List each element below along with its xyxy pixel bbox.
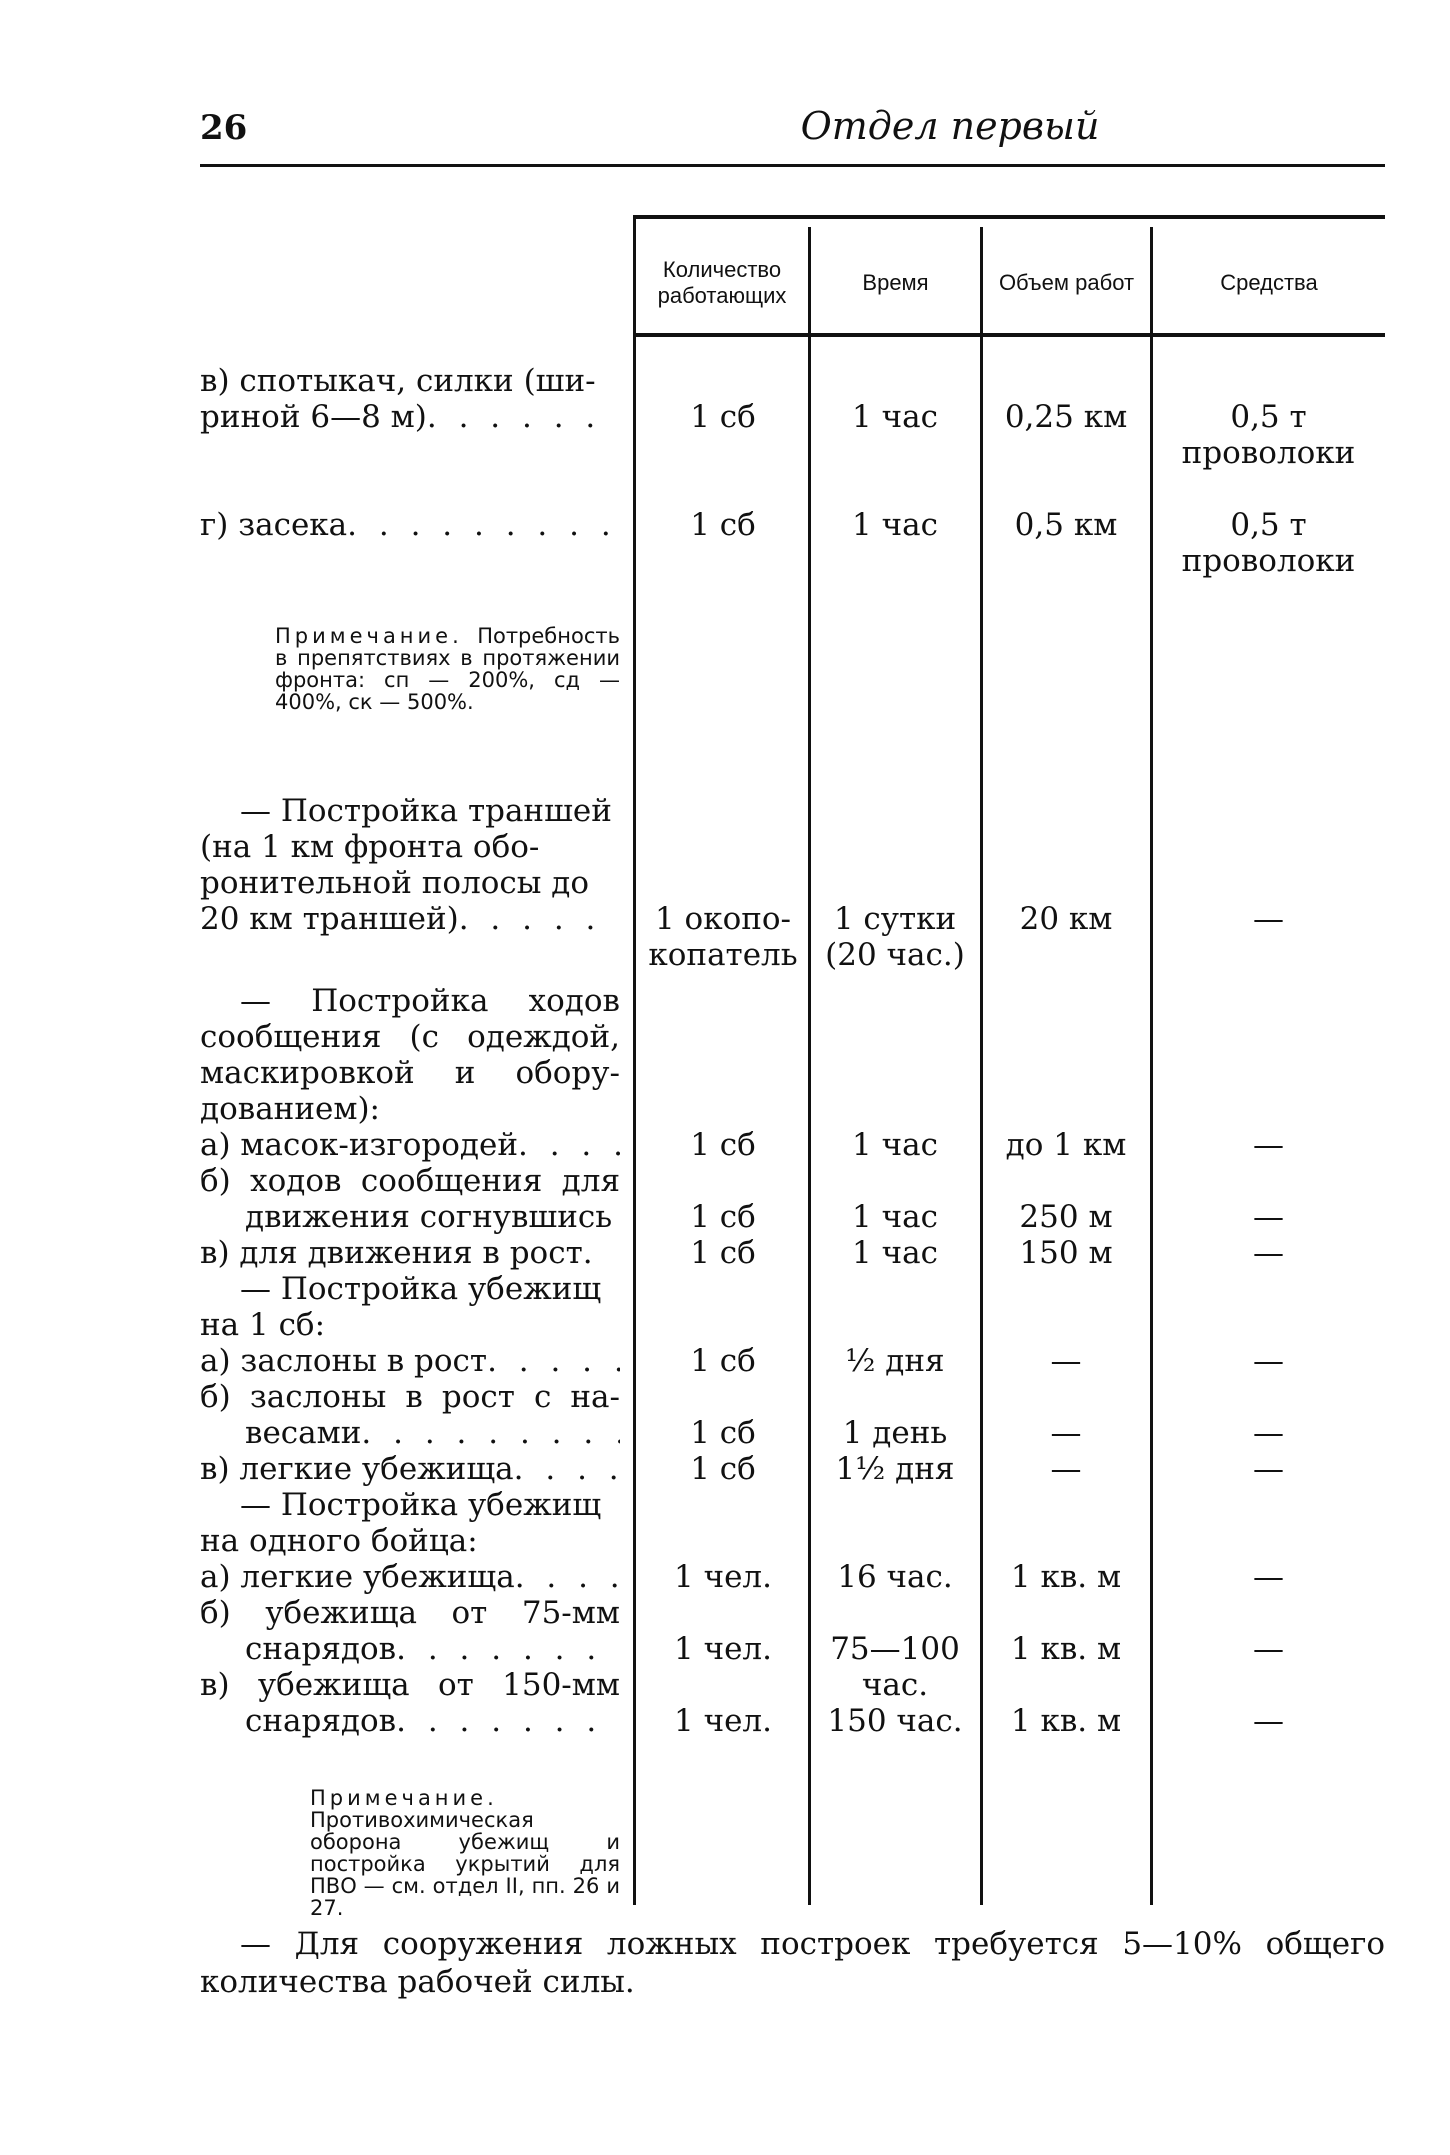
table-header-rule (633, 333, 1385, 337)
volume-passages-b: 250 м (1019, 1199, 1113, 1235)
page-number: 26 (200, 108, 248, 148)
means-shelters-one-c: — (1253, 1703, 1284, 1739)
volume-shelters-one-a: 1 кв. м (1010, 1559, 1122, 1595)
workers-shelters-sb-c: 1 сб (690, 1451, 756, 1487)
time-passages-b: 1 час (852, 1199, 938, 1235)
false-structures-note: — Для сооружения ложных построек требуется 5—10% общего количества рабочей силы. (200, 1926, 1385, 2000)
volume-spotykach: 0,25 км (1004, 399, 1128, 435)
running-head: Отдел первый (800, 104, 1100, 148)
means-spotykach: 0,5 т проволоки (1181, 399, 1356, 471)
row-label-trenches: — Постройка траншей (на 1 км фронта обо- ронительной полосы до 20 км траншей) . . . (200, 793, 620, 937)
means-shelters-one-a: — (1253, 1559, 1284, 1595)
header-workers: Количество работающих (657, 257, 787, 308)
workers-trenches: 1 окопо- копатель (648, 901, 798, 973)
row-label-shelters-one: — Постройка убежищ на одного бойца: а) легкие убежища . . . б) убежища от 75-мм снарядов . . . в) убежища от 150-мм снарядов . . . (200, 1487, 620, 1739)
means-shelters-one-b: — (1253, 1631, 1284, 1667)
workers-zaseka: 1 сб (690, 507, 756, 543)
means-passages-b: — (1253, 1199, 1284, 1235)
means-passages-a: — (1253, 1127, 1284, 1163)
time-shelters-sb-b: 1 день (842, 1415, 948, 1451)
workers-passages-b: 1 сб (690, 1199, 756, 1235)
means-trenches: — (1253, 901, 1284, 937)
time-spotykach: 1 час (852, 399, 938, 435)
header-volume: Объем работ (998, 269, 1135, 295)
time-shelters-sb-a: ½ дня (845, 1343, 945, 1379)
row-label-spotykach: в) спотыкач, силки (ши- риной 6—8 м) . . . (200, 363, 620, 435)
means-shelters-sb-b: — (1253, 1415, 1284, 1451)
table-top-rule (633, 215, 1385, 219)
volume-trenches: 20 км (1019, 901, 1113, 937)
volume-shelters-sb-c: — (1050, 1451, 1082, 1487)
volume-shelters-sb-b: — (1050, 1415, 1082, 1451)
note-obstacles: Примечание. Потребность в препятствиях в протяжении фронта: сп — 200%, сд — 400%, ск — 500%. (275, 624, 620, 714)
workers-passages-a: 1 сб (690, 1127, 756, 1163)
means-shelters-sb-c: — (1253, 1451, 1284, 1487)
header-rule (200, 164, 1385, 167)
note-chemical-defense: Примечание. Противохимическая оборона убежищ и постройка укрытий для ПВО — см. отдел II, пп. 26 и 27. (310, 1786, 620, 1920)
time-passages-c: 1 час (852, 1235, 938, 1271)
volume-passages-c: 150 м (1019, 1235, 1113, 1271)
row-label-passages: — Постройка ходов сообщения (с одеждой, маскировкой и обору- дованием): а) масок-изгородей . . . б) ходов сообщения для движения согнувшись в) для движения в рост. (200, 983, 620, 1271)
workers-spotykach: 1 сб (690, 399, 756, 435)
time-shelters-one-a: 16 час. (837, 1559, 953, 1595)
time-shelters-one-c: 150 час. (827, 1703, 963, 1739)
volume-shelters-sb-a: — (1050, 1343, 1082, 1379)
row-label-shelters-sb: — Постройка убежищ на 1 сб: а) заслоны в рост . . . б) заслоны в рост с на- весами . . . в) легкие убежища . . . (200, 1271, 620, 1487)
workers-shelters-one-a: 1 чел. (674, 1559, 772, 1595)
header-time: Время (862, 269, 929, 295)
time-trenches: 1 сутки (20 час.) (825, 901, 965, 973)
volume-shelters-one-c: 1 кв. м (1010, 1703, 1122, 1739)
workers-shelters-sb-b: 1 сб (690, 1415, 756, 1451)
means-shelters-sb-a: — (1253, 1343, 1284, 1379)
workers-shelters-sb-a: 1 сб (690, 1343, 756, 1379)
time-passages-a: 1 час (852, 1127, 938, 1163)
time-zaseka: 1 час (852, 507, 938, 543)
column-rule-left (633, 215, 636, 1905)
time-shelters-one-b: 75—100 час. (830, 1631, 960, 1703)
means-passages-c: — (1253, 1235, 1284, 1271)
volume-zaseka: 0,5 км (1014, 507, 1118, 543)
row-label-zaseka: г) засека . . . (200, 507, 620, 543)
works-table (200, 215, 1385, 1920)
workers-shelters-one-b: 1 чел. (674, 1631, 772, 1667)
means-zaseka: 0,5 т проволоки (1181, 507, 1356, 579)
volume-shelters-one-b: 1 кв. м (1010, 1631, 1122, 1667)
header-means: Средства (1220, 269, 1318, 295)
workers-shelters-one-c: 1 чел. (674, 1703, 772, 1739)
volume-passages-a: до 1 км (1005, 1127, 1127, 1163)
time-shelters-sb-c: 1½ дня (835, 1451, 955, 1487)
workers-passages-c: 1 сб (690, 1235, 756, 1271)
